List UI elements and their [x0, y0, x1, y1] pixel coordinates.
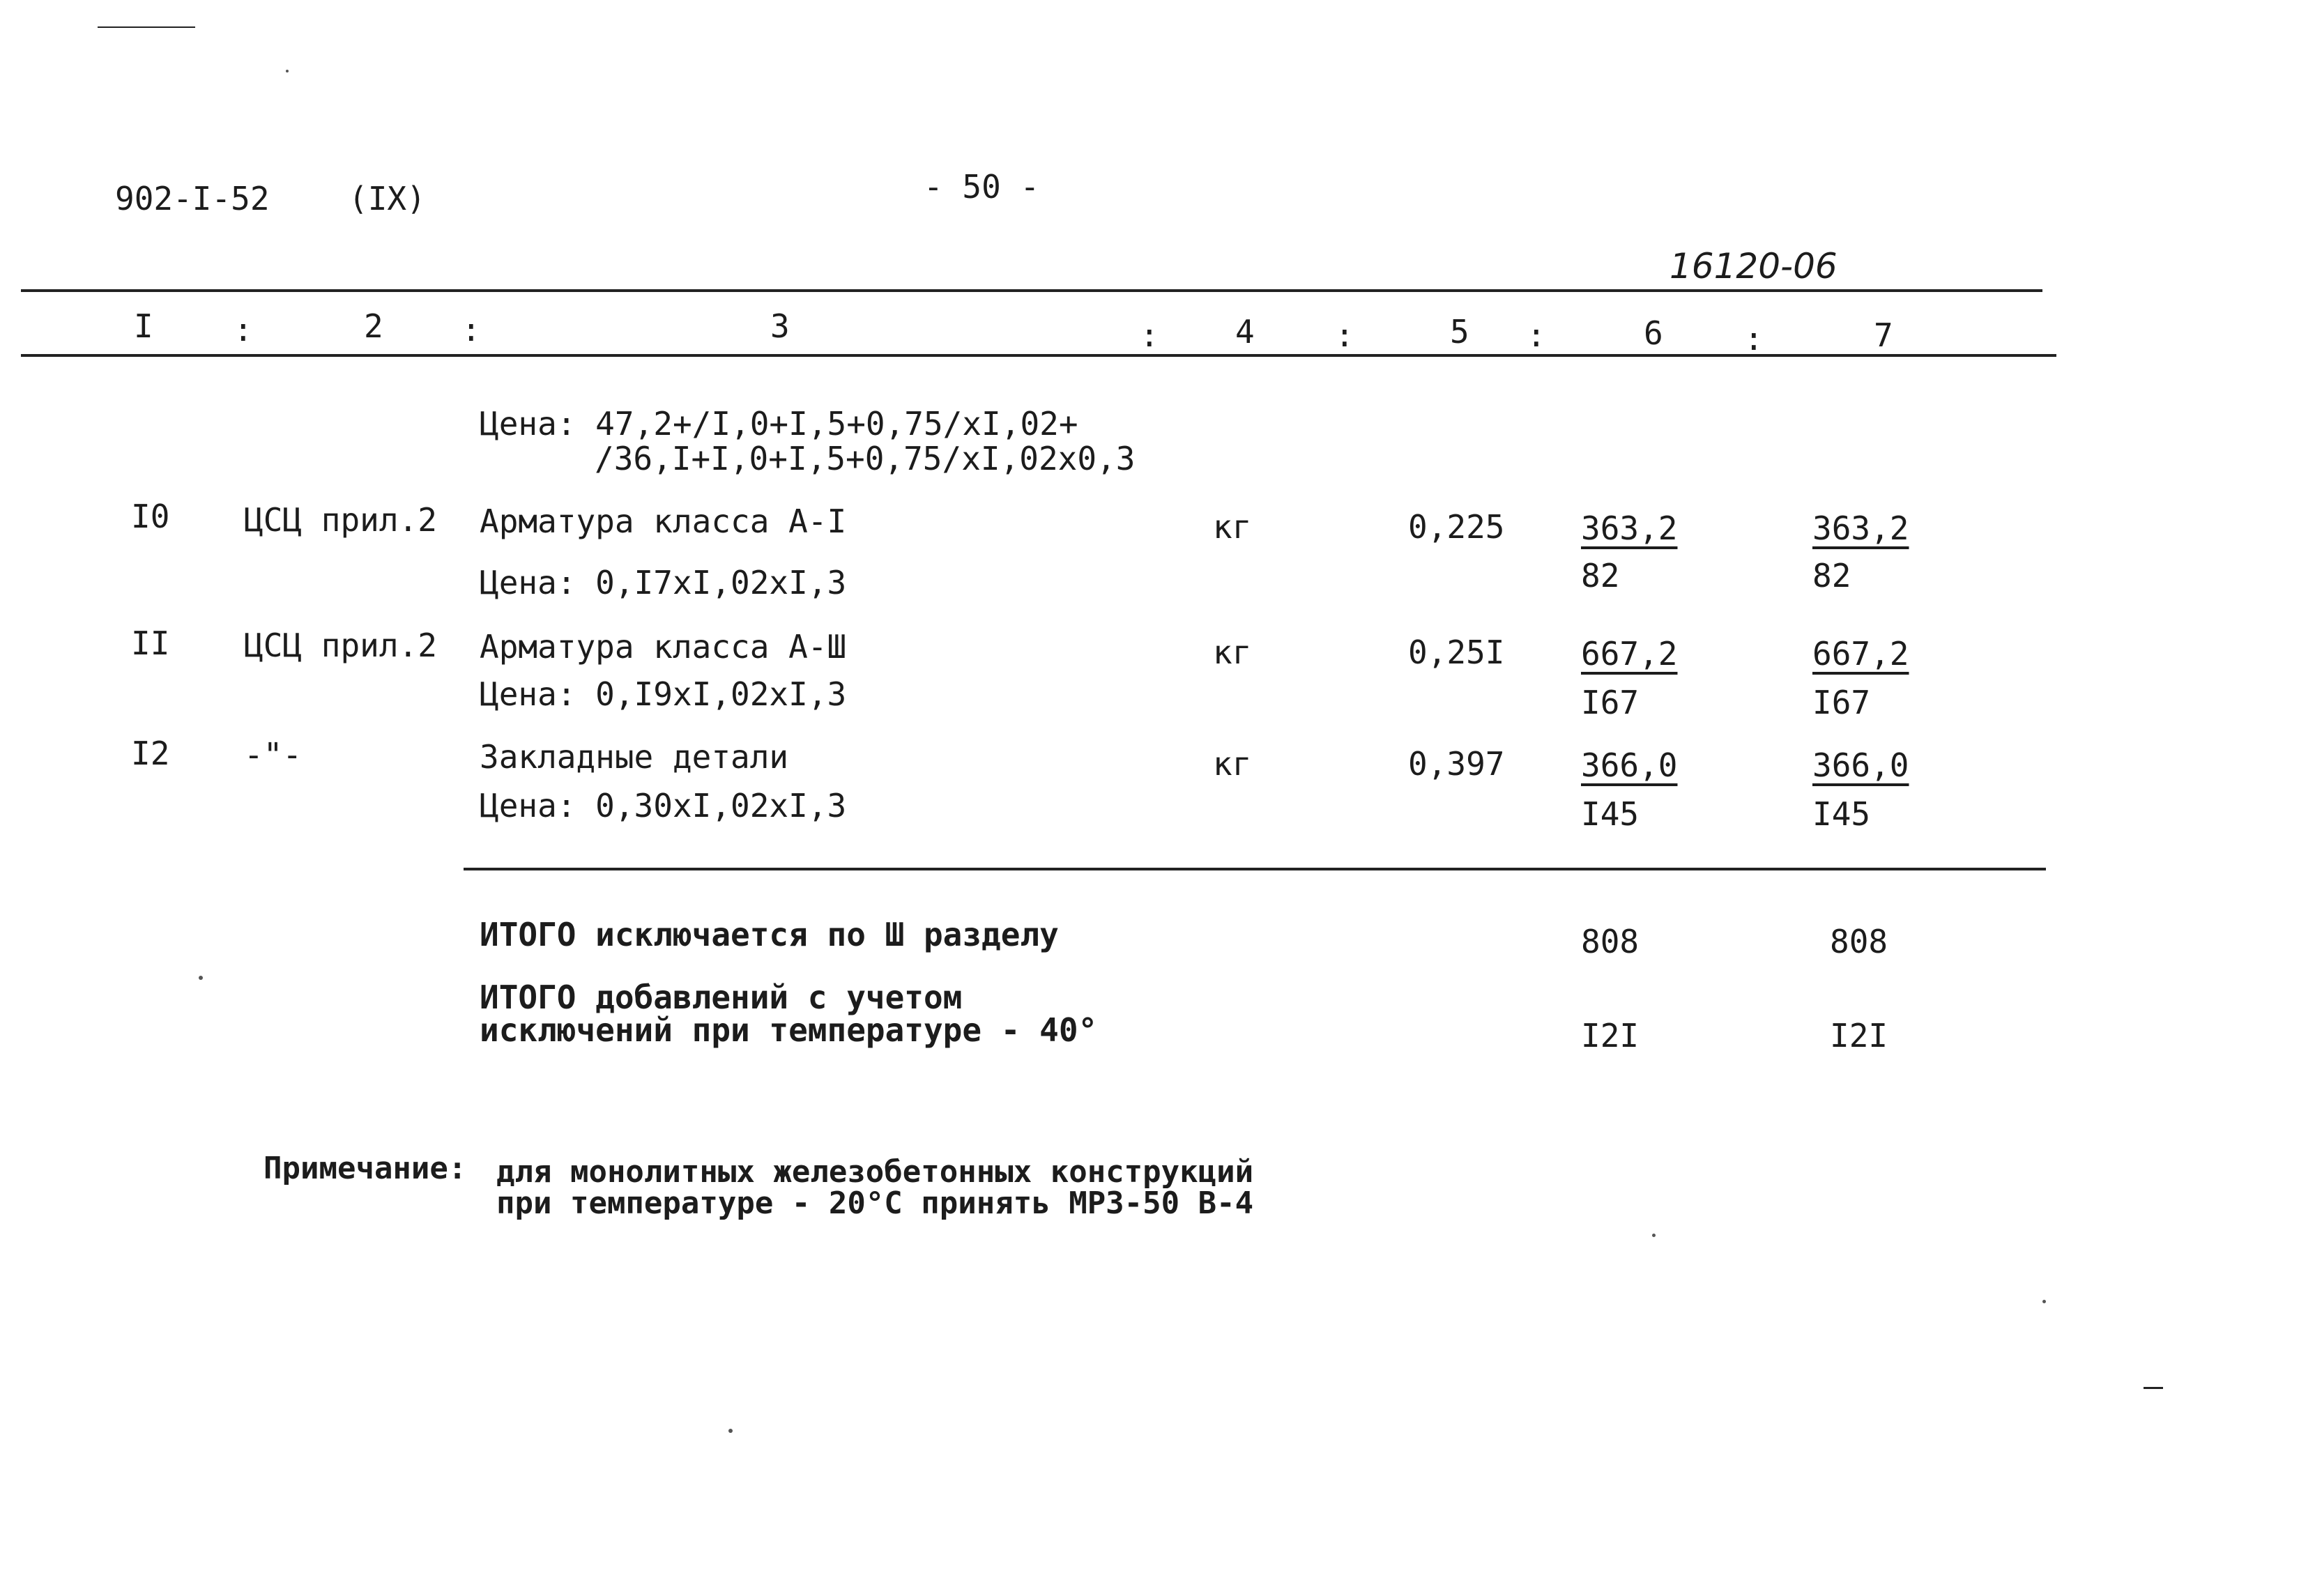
col-separator: : [1335, 316, 1354, 354]
col-separator: : [1527, 316, 1546, 354]
col-separator: : [234, 311, 253, 348]
row-unit: кг [1213, 634, 1252, 671]
col-header-7: 7 [1874, 316, 1893, 354]
row-number: II [131, 624, 170, 662]
header-bottom-rule [21, 354, 2056, 357]
section-number: (IX) [349, 180, 426, 217]
col-header-4: 4 [1235, 313, 1255, 351]
scan-mark [2144, 1387, 2163, 1389]
row-unit: кг [1213, 508, 1252, 546]
row-price: Цена: 0,I9xI,02xI,3 [480, 675, 847, 713]
note-label: Примечание: [263, 1151, 467, 1186]
row-col6-top: 363,2 [1581, 509, 1678, 547]
col-header-3: 3 [770, 307, 790, 345]
row-col6-bottom: 82 [1581, 557, 1620, 594]
row-source: -"- [244, 736, 303, 774]
row-quantity: 0,25I [1408, 634, 1505, 671]
scan-speck [728, 1429, 733, 1433]
row-name: Арматура класса А-Ш [480, 628, 847, 666]
col-header-2: 2 [364, 307, 383, 345]
row-number: I2 [131, 735, 170, 772]
page-number: - 50 - [924, 168, 1040, 206]
document-code: 902-I-52 [115, 180, 270, 217]
total-label: ИТОГО исключается по Ш разделу [480, 916, 1059, 953]
scan-speck [2042, 1300, 2046, 1303]
col-header-1: I [134, 307, 153, 345]
col-separator: : [1140, 316, 1159, 354]
total-col6: I2I [1581, 1017, 1640, 1054]
header-top-rule [21, 289, 2042, 292]
row-col6-bottom: I67 [1581, 684, 1640, 721]
row-col7-top: 363,2 [1812, 509, 1909, 547]
row-number: I0 [131, 498, 170, 535]
scan-speck [1652, 1234, 1656, 1237]
total-label: исключений при температуре - 40° [480, 1011, 1098, 1049]
row-col7-bottom: I67 [1812, 684, 1871, 721]
row-source: ЦСЦ прил.2 [244, 501, 437, 539]
row-price: Цена: 0,I7xI,02xI,3 [480, 564, 847, 601]
row-col7-bottom: I45 [1812, 795, 1871, 833]
row-source: ЦСЦ прил.2 [244, 627, 437, 664]
price-formula-line2: /36,I+I,0+I,5+0,75/xI,02x0,3 [595, 440, 1136, 477]
col-separator: : [461, 311, 481, 348]
col-header-6: 6 [1644, 314, 1663, 352]
col-header-5: 5 [1450, 313, 1469, 351]
scan-mark [98, 26, 195, 28]
col-separator: : [1744, 320, 1764, 358]
total-col7: 808 [1830, 923, 1888, 960]
row-unit: кг [1213, 745, 1252, 783]
row-name: Закладные детали [480, 738, 789, 776]
totals-separator-rule [464, 868, 2046, 870]
note-line1: для монолитных железобетонных конструкций [496, 1154, 1254, 1190]
note-line2: при температуре - 20°С принять МРЗ-50 В-4 [496, 1186, 1254, 1221]
row-col6-bottom: I45 [1581, 795, 1640, 833]
total-label: ИТОГО добавлений с учетом [480, 979, 963, 1016]
scan-speck [286, 70, 289, 72]
row-quantity: 0,397 [1408, 745, 1505, 783]
price-formula-line1: Цена: 47,2+/I,0+I,5+0,75/xI,02+ [480, 405, 1078, 443]
scan-speck [199, 976, 203, 980]
row-col6-top: 667,2 [1581, 635, 1678, 673]
row-quantity: 0,225 [1408, 508, 1505, 546]
row-col6-top: 366,0 [1581, 746, 1678, 784]
total-col7: I2I [1830, 1017, 1888, 1054]
row-col7-top: 366,0 [1812, 746, 1909, 784]
row-name: Арматура класса А-I [480, 502, 847, 540]
row-col7-bottom: 82 [1812, 557, 1851, 594]
row-price: Цена: 0,30xI,02xI,3 [480, 787, 847, 824]
handwritten-stamp: 16120-06 [1670, 246, 1838, 286]
total-col6: 808 [1581, 923, 1640, 960]
row-col7-top: 667,2 [1812, 635, 1909, 673]
